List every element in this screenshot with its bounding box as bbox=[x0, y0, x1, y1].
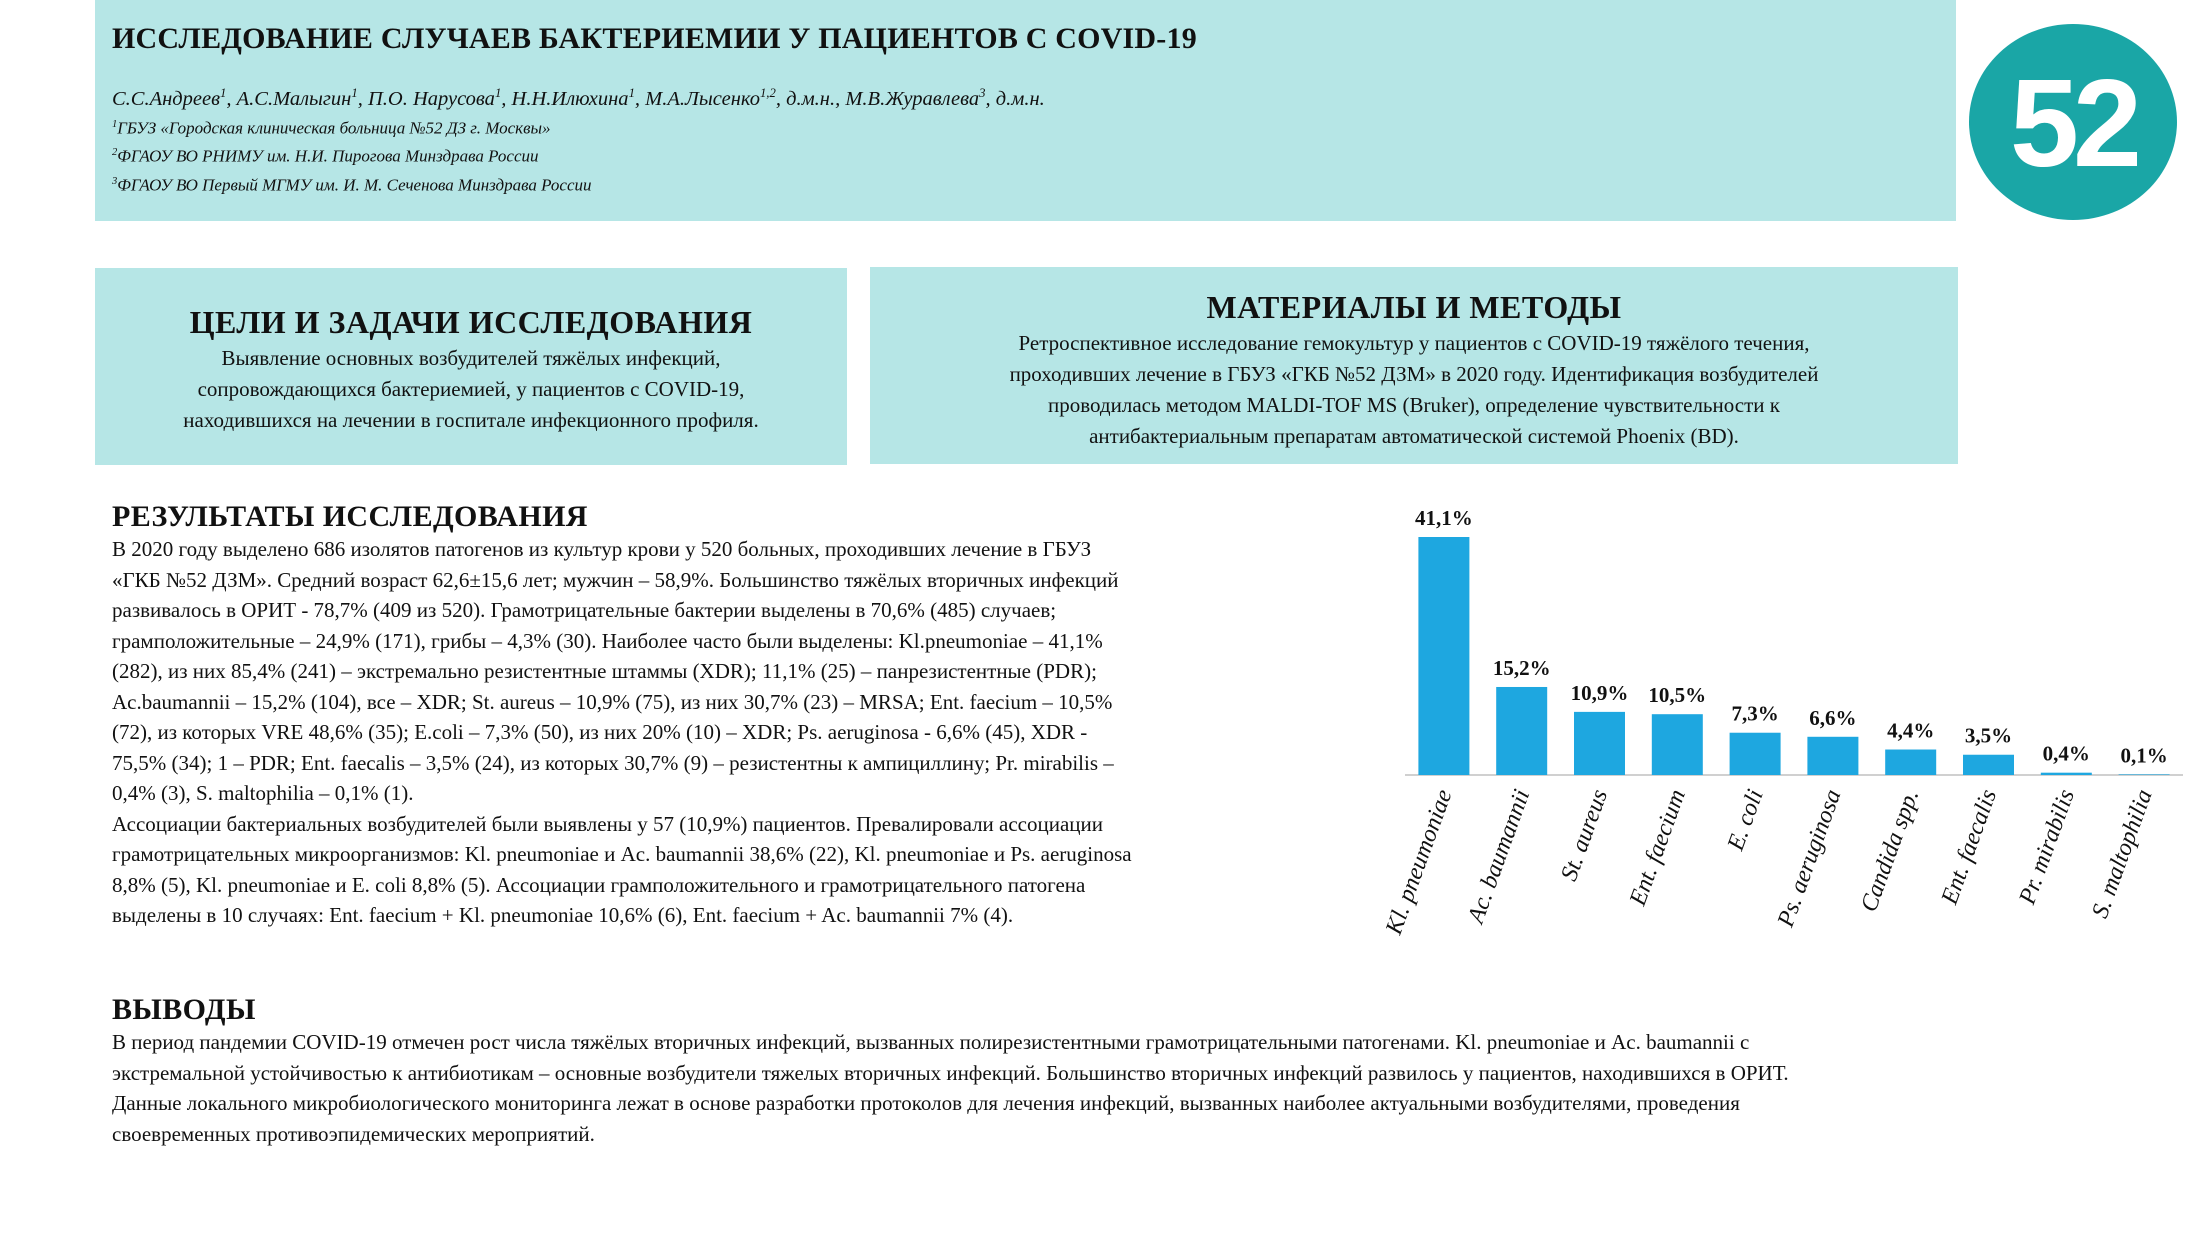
chart-bar bbox=[1885, 750, 1936, 775]
conclusions-line: экстремальной устойчивостью к антибиотикам – основные возбудители тяжелых вторичных инфекций. Большинство вторичных инфекций развилось у пациентов, находившихся в ОРИТ. bbox=[112, 1060, 1789, 1085]
author-separator: , bbox=[357, 87, 368, 110]
methods-line: проводилась методом MALDI-TOF MS (Bruker), определение чувствительности к bbox=[1048, 393, 1780, 417]
bar-value-label: 10,5% bbox=[1648, 683, 1707, 708]
bar-value-label: 7,3% bbox=[1731, 701, 1779, 726]
author-affiliation-mark: 1 bbox=[351, 86, 358, 100]
category-label: Ent. faecium bbox=[1625, 786, 1691, 910]
author-name: Н.Н.Илюхина bbox=[511, 87, 629, 110]
goals-line: Выявление основных возбудителей тяжёлых инфекций, bbox=[221, 346, 721, 370]
results-line: Ac.baumannii – 15,2% (104), все – XDR; St. aureus – 10,9% (75), из них 30,7% (23) – MRSA; Ent. faecium – 10,5% bbox=[112, 689, 1113, 714]
affiliation-text: ФГАОУ ВО Первый МГМУ им. И. М. Сеченова Минздрава России bbox=[117, 175, 592, 195]
chart-bar bbox=[2119, 774, 2170, 775]
results-line: (72), из которых VRE 48,6% (35); E.coli – 7,3% (50), из них 20% (10) – XDR; Ps. aeruginosa - 6,6% (45), XDR - bbox=[112, 720, 1088, 744]
results-line: выделены в 10 случаях: Ent. faecium + Kl. pneumoniae 10,6% (6), Ent. faecium + Ac. baumannii 7% (4). bbox=[112, 903, 1014, 927]
author-affiliation-mark: 3 bbox=[979, 86, 986, 100]
chart-bar bbox=[1652, 714, 1703, 775]
author-affiliation-mark: 1 bbox=[628, 86, 635, 100]
methods-line: Ретроспективное исследование гемокультур у пациентов с COVID-19 тяжёлого течения, bbox=[1018, 331, 1810, 355]
conclusions-heading: ВЫВОДЫ bbox=[112, 993, 256, 1026]
logo-text: 52 bbox=[2010, 55, 2136, 193]
results-heading: РЕЗУЛЬТАТЫ ИССЛЕДОВАНИЯ bbox=[112, 500, 588, 533]
category-label: Kl. pneumoniae bbox=[1381, 786, 1458, 938]
conclusions-line: В период пандемии COVID-19 отмечен рост числа тяжёлых вторичных инфекций, вызванных полирезистентными грамотрицательными патогенами. Kl. pneumoniae и Ac. baumannii с bbox=[112, 1030, 1750, 1054]
bar-value-label: 0,4% bbox=[2042, 741, 2090, 766]
results-line: грамотрицательных микроорганизмов: Kl. pneumoniae и Ac. baumannii 38,6% (22), Kl. pneumoniae и Ps. aeruginosa bbox=[112, 842, 1132, 866]
affiliation-text: ФГАОУ ВО РНИМУ им. Н.И. Пирогова Минздрава России bbox=[117, 147, 539, 167]
author-affiliation-mark: 1 bbox=[494, 86, 502, 100]
methods-text bbox=[870, 328, 1958, 452]
authors-line bbox=[112, 86, 1956, 111]
chart-bar bbox=[1496, 687, 1547, 775]
hospital-52-logo bbox=[1969, 24, 2177, 220]
methods-line: антибактериальным препаратам автоматической системой Phoenix (BD). bbox=[1089, 424, 1739, 448]
author-name: А.С.Малыгин bbox=[236, 87, 352, 110]
author-name: М.В.Журавлева bbox=[845, 87, 980, 110]
chart-bar bbox=[1730, 733, 1781, 775]
author-affiliation-mark: 1,2 bbox=[759, 86, 776, 100]
author-name: М.А.Лысенко bbox=[645, 87, 760, 110]
conclusions-line: Данные локального микробиологического мониторинга лежат в основе разработки протоколов для лечения инфекций, вызванных наиболее актуальными возбудителями, проведения bbox=[112, 1091, 1740, 1115]
affiliations bbox=[112, 114, 1956, 197]
category-label: S. maltophilia bbox=[2087, 786, 2158, 922]
chart-bar bbox=[1807, 737, 1858, 775]
affiliation-line bbox=[112, 171, 1956, 197]
results-section bbox=[112, 500, 1352, 931]
results-text bbox=[112, 534, 1352, 931]
category-label: Ac. baumannii bbox=[1463, 786, 1536, 927]
results-line: (282), из них 85,4% (241) – экстремально резистентные штаммы (XDR); 11,1% (25) – панрезистентные (PDR); bbox=[112, 659, 1097, 683]
author-affiliation-mark: 1 bbox=[220, 86, 227, 100]
conclusions-line: своевременных противоэпидемических мероприятий. bbox=[112, 1121, 595, 1146]
category-label: Candida spp. bbox=[1856, 786, 1925, 916]
methods-panel bbox=[870, 267, 1958, 464]
chart-bar bbox=[1574, 712, 1625, 775]
chart-bar bbox=[1418, 537, 1469, 775]
author-separator: , д.м.н., bbox=[775, 87, 846, 110]
header-panel bbox=[95, 0, 1956, 221]
affiliation-mark: 2 bbox=[112, 147, 118, 159]
category-label: St. aureus bbox=[1556, 786, 1614, 885]
conclusions-section bbox=[112, 993, 2192, 1149]
chart-bar bbox=[1963, 755, 2014, 775]
results-line: Ассоциации бактериальных возбудителей были выявлены у 57 (10,9%) пациентов. Превалировали ассоциации bbox=[112, 811, 1104, 836]
author-name: П.О. Нарусова bbox=[367, 87, 495, 110]
goals-text bbox=[95, 343, 847, 436]
affiliation-line bbox=[112, 142, 1956, 168]
bar-value-label: 6,6% bbox=[1809, 705, 1857, 730]
goals-line: сопровождающихся бактериемией, у пациентов с COVID-19, bbox=[197, 377, 745, 401]
results-line: 8,8% (5), Kl. pneumoniae и E. coli 8,8% (5). Ассоциации грамположительного и грамотрицательного патогена bbox=[112, 872, 1086, 897]
poster-title: ИССЛЕДОВАНИЕ СЛУЧАЕВ БАКТЕРИЕМИИ У ПАЦИЕНТОВ С COVID-19 bbox=[112, 22, 1197, 55]
affiliation-mark: 3 bbox=[112, 176, 118, 188]
author-separator: , bbox=[634, 87, 646, 110]
author-separator: , д.м.н. bbox=[985, 87, 1045, 110]
affiliation-mark: 1 bbox=[112, 118, 118, 130]
author-separator: , bbox=[501, 87, 512, 110]
chart-bar bbox=[2041, 773, 2092, 775]
bar-value-label: 10,9% bbox=[1570, 680, 1629, 705]
results-line: 0,4% (3), S. maltophilia – 0,1% (1). bbox=[112, 781, 414, 805]
pathogen-bar-chart bbox=[1365, 485, 2185, 985]
category-label: Ent. faecalis bbox=[1936, 786, 2003, 908]
bar-value-label: 0,1% bbox=[2120, 743, 2168, 768]
methods-heading: МАТЕРИАЛЫ И МЕТОДЫ bbox=[1206, 289, 1622, 325]
bar-value-label: 4,4% bbox=[1887, 718, 1935, 743]
category-label: Pr. mirabilis bbox=[2014, 786, 2080, 908]
affiliation-text: ГБУЗ «Городская клиническая больница №52 ДЗ г. Москвы» bbox=[117, 118, 551, 138]
results-line: 75,5% (34); 1 – PDR; Ent. faecalis – 3,5% (24), из которых 30,7% (9) – резистентны к ампициллину; Pr. mirabilis – bbox=[112, 750, 1114, 775]
bar-value-label: 3,5% bbox=[1964, 723, 2013, 748]
category-label: E. coli bbox=[1722, 786, 1769, 854]
goals-panel bbox=[95, 268, 847, 465]
goals-heading: ЦЕЛИ И ЗАДАЧИ ИССЛЕДОВАНИЯ bbox=[189, 304, 753, 340]
goals-line: находившихся на лечении в госпитале инфекционного профиля. bbox=[183, 408, 759, 432]
results-line: «ГКБ №52 ДЗМ». Средний возраст 62,6±15,6 лет; мужчин – 58,9%. Большинство тяжёлых вторичных инфекций bbox=[112, 567, 1119, 592]
affiliation-line bbox=[112, 114, 1956, 140]
bar-value-label: 15,2% bbox=[1492, 655, 1551, 680]
results-line: В 2020 году выделено 686 изолятов патогенов из культур крови у 520 больных, проходивших лечение в ГБУЗ bbox=[112, 537, 1092, 561]
category-label: Ps. aeruginosa bbox=[1772, 786, 1847, 931]
methods-line: проходивших лечение в ГБУЗ «ГКБ №52 ДЗМ» в 2020 году. Идентификация возбудителей bbox=[1009, 362, 1819, 386]
bar-value-label: 41,1% bbox=[1415, 506, 1473, 530]
author-separator: , bbox=[226, 87, 237, 110]
results-line: грамположительные – 24,9% (171), грибы – 4,3% (30). Наиболее часто были выделены: Kl.pneumoniae – 41,1% bbox=[112, 628, 1103, 653]
conclusions-text bbox=[112, 1027, 2192, 1149]
results-line: развивалось в ОРИТ - 78,7% (409 из 520). Грамотрицательные бактерии выделены в 70,6% (485) случаев; bbox=[112, 598, 1057, 622]
author-name: С.С.Андреев bbox=[112, 87, 221, 110]
